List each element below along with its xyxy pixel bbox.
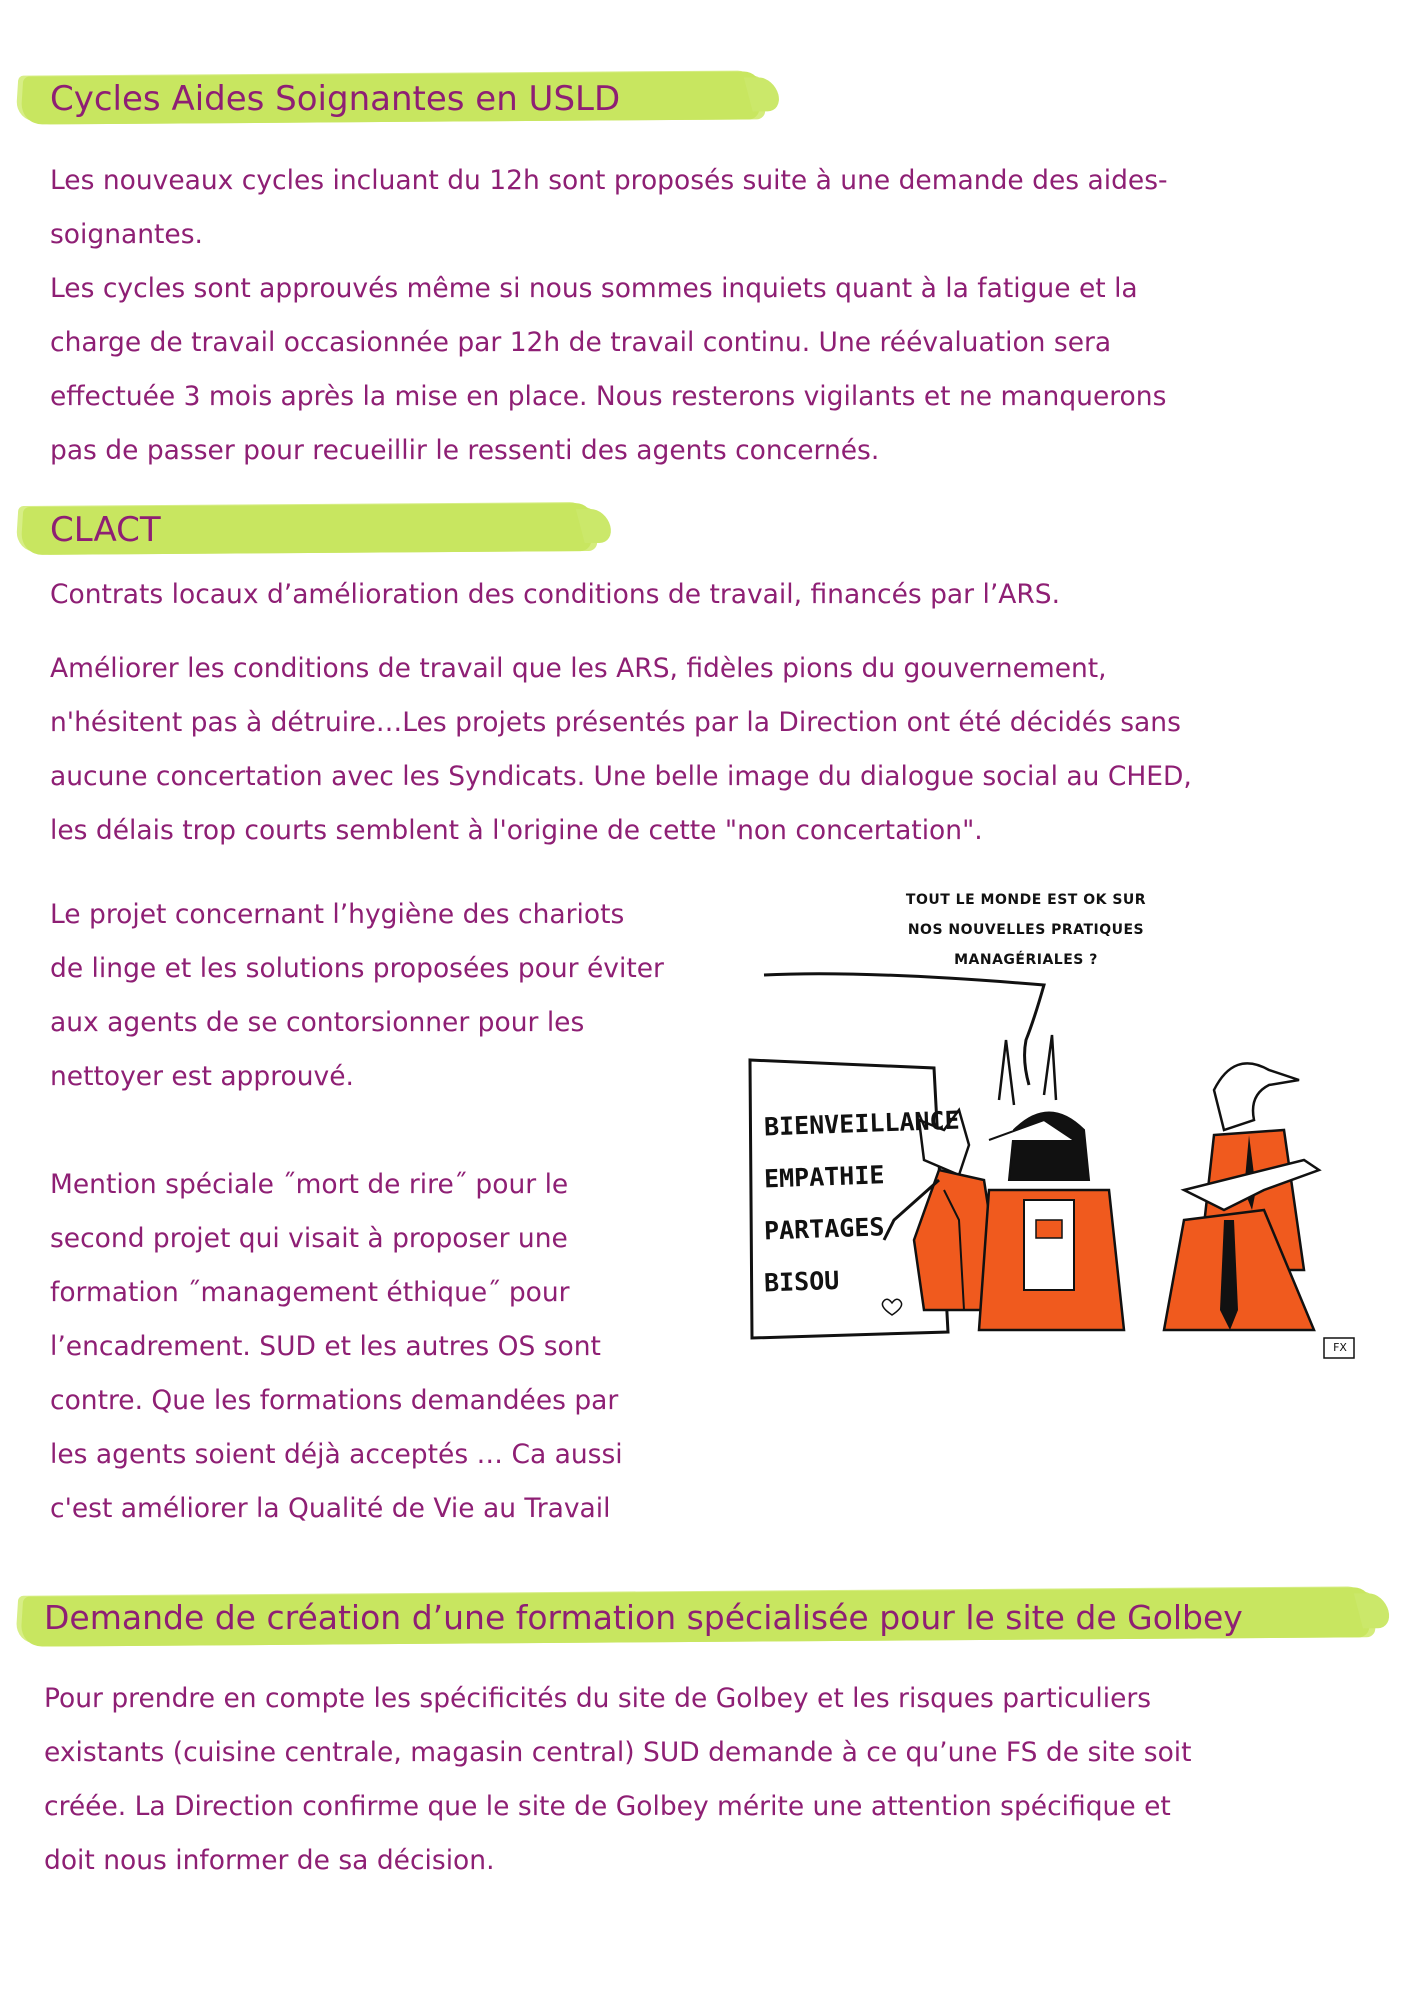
text-line: soignantes. [50, 219, 203, 250]
text-line: Les cycles sont approuvés même si nous sommes inquiets quant à la fatigue et la [50, 273, 1138, 304]
cartoon-speech [876, 885, 1176, 975]
text-line: pas de passer pour recueillir le ressenti des agents concernés. [50, 435, 880, 466]
text-line: aux agents de se contorsionner pour les [50, 1007, 585, 1038]
text-line: Les nouveaux cycles incluant du 12h sont proposés suite à une demande des aides- [50, 165, 1168, 196]
text-line: contre. Que les formations demandées par [50, 1385, 619, 1416]
text-line: Améliorer les conditions de travail que les ARS, fidèles pions du gouvernement, [50, 653, 1107, 684]
text-line: formation ˝management éthique˝ pour [50, 1277, 570, 1308]
text-line: aucune concertation avec les Syndicats. Une belle image du dialogue social au CHED, [50, 761, 1192, 792]
section-cycles-text [50, 154, 1168, 478]
text-line: l’encadrement. SUD et les autres OS sont [50, 1331, 601, 1362]
cartoon-board-words [764, 1098, 964, 1306]
text-line: Le projet concernant l’hygiène des chariots [50, 899, 625, 930]
text-line: Mention spéciale ˝mort de rire˝ pour le [50, 1169, 569, 1200]
section-title-golbey: Demande de création d’une formation spécialisée pour le site de Golbey [44, 1598, 1243, 1637]
board-word: BISOU [763, 1265, 840, 1298]
text-line: second projet qui visait à proposer une [50, 1223, 568, 1254]
text-line: nettoyer est approuvé. [50, 1061, 354, 1092]
helmet-figure [979, 1035, 1124, 1330]
cartoon-signature: FX [1333, 1341, 1347, 1354]
clact-paragraph-1 [50, 642, 1192, 858]
text-line: c'est améliorer la Qualité de Vie au Travail [50, 1493, 611, 1524]
text-line: les agents soient déjà acceptés … Ca aussi [50, 1439, 623, 1470]
clact-paragraph-3 [50, 1158, 623, 1536]
text-line: créée. La Direction confirme que le site de Golbey mérite une attention spécifique et [44, 1791, 1171, 1822]
board-word: EMPATHIE [763, 1160, 885, 1194]
section-golbey-text [44, 1672, 1192, 1888]
speech-line: NOS NOUVELLES PRATIQUES [907, 922, 1145, 938]
clact-subtitle [50, 568, 1060, 622]
text-line: de linge et les solutions proposées pour éviter [50, 953, 664, 984]
text-line: existants (cuisine centrale, magasin central) SUD demande à ce qu’une FS de site soit [44, 1737, 1192, 1768]
section-title-clact: CLACT [50, 510, 161, 550]
text-line: Pour prendre en compte les spécificités du site de Golbey et les risques particuliers [44, 1683, 1152, 1714]
text-line: doit nous informer de sa décision. [44, 1845, 495, 1876]
speech-line: MANAGÉRIALES ? [954, 952, 1098, 968]
board-word: BIENVEILLANCE [763, 1105, 961, 1142]
clact-paragraph-2 [50, 888, 664, 1104]
text-line: n'hésitent pas à détruire…Les projets présentés par la Direction ont été décidés sans [50, 707, 1181, 738]
speech-line: TOUT LE MONDE EST OK SUR [905, 892, 1147, 908]
board-word: PARTAGES [763, 1212, 885, 1246]
text-line: Contrats locaux d’amélioration des conditions de travail, financés par l’ARS. [50, 579, 1061, 610]
section-title-cycles: Cycles Aides Soignantes en USLD [50, 79, 621, 119]
text-line: effectuée 3 mois après la mise en place. Nous resterons vigilants et ne manquerons [50, 381, 1167, 412]
text-line: charge de travail occasionnée par 12h de travail continu. Une réévaluation sera [50, 327, 1112, 358]
text-line: les délais trop courts semblent à l'origine de cette "non concertation". [50, 815, 983, 846]
